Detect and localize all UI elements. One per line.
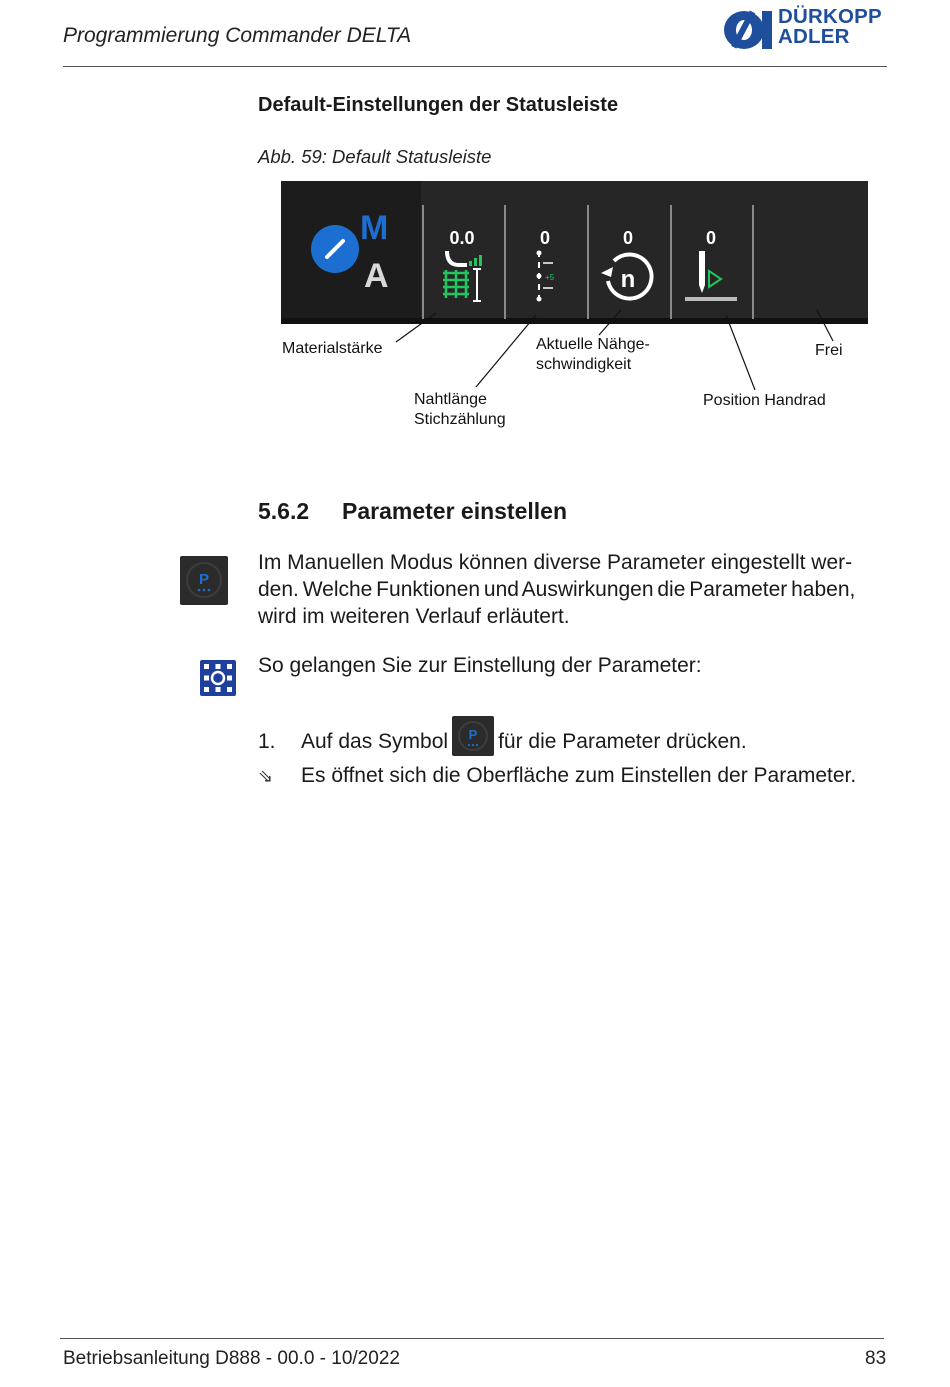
logo-line-2: ADLER	[778, 25, 850, 48]
header-title: Programmierung Commander DELTA	[63, 24, 412, 47]
mode-clock-icon	[311, 225, 359, 273]
result-arrow-icon: ⇘	[258, 766, 274, 786]
paragraph-intro-line3: wird im weiteren Verlauf erläutert.	[258, 605, 570, 628]
footer-divider	[60, 1338, 884, 1339]
label-nahtlaenge-line2: Stichzählung	[414, 411, 506, 428]
sewing-speed-value: 0	[622, 228, 634, 248]
label-naehgeschw-line2: schwindigkeit	[536, 356, 632, 373]
section-heading: Default-Einstellungen der Statusleiste	[258, 94, 619, 116]
parameter-p-icon	[180, 556, 228, 605]
page-number: 83	[865, 1348, 887, 1369]
step-result	[258, 762, 856, 790]
paragraph-howto: So gelangen Sie zur Einstellung der Parameter:	[258, 654, 702, 677]
header-divider	[63, 66, 887, 67]
handwheel-position-value: 0	[705, 228, 717, 248]
result-text: Es öffnet sich die Oberfläche zum Einstellen der Parameter.	[301, 764, 857, 787]
status-bar-figure	[281, 181, 868, 324]
svg-text:P: P	[198, 571, 210, 588]
paragraph-intro-line2: den. Welche Funktionen und Auswirkungen die Parameter haben,	[258, 578, 856, 601]
label-materialstaerke: Materialstärke	[282, 340, 383, 357]
subsection-heading	[258, 498, 567, 525]
subsection-title: Parameter einstellen	[342, 498, 568, 524]
step-1	[258, 716, 747, 763]
logo-line-1: DÜRKOPP	[778, 5, 882, 28]
stitch-length-value: 0	[539, 228, 551, 248]
footer-document-info: Betriebsanleitung D888 - 00.0 - 10/2022	[63, 1348, 400, 1369]
step-text-after: für die Parameter drücken.	[498, 730, 747, 753]
label-position-handrad: Position Handrad	[703, 392, 826, 409]
annotation-leader-lines	[281, 305, 881, 415]
label-nahtlaenge-line1: Nahtlänge	[414, 391, 487, 408]
mode-letter-a: A	[364, 257, 389, 295]
subsection-number: 5.6.2	[258, 498, 310, 524]
logo-text	[778, 7, 882, 47]
step-text-before: Auf das Symbol	[301, 730, 449, 753]
step-number: 1.	[258, 730, 276, 753]
settings-grid-icon	[200, 660, 236, 696]
mode-letter-m: M	[360, 209, 389, 247]
parameter-p-inline-icon	[452, 716, 494, 756]
label-naehgeschw-line1: Aktuelle Nähge-	[536, 336, 650, 353]
svg-text:P: P	[468, 727, 478, 742]
figure-caption: Abb. 59: Default Statusleiste	[258, 146, 492, 167]
svg-text:+5: +5	[545, 273, 555, 282]
paragraph-intro-line1: Im Manuellen Modus können diverse Parameter eingestellt wer-	[258, 551, 853, 574]
svg-text:n: n	[620, 266, 636, 293]
material-thickness-value: 0.0	[449, 228, 475, 248]
label-frei: Frei	[815, 342, 843, 359]
paragraph-intro	[258, 549, 855, 630]
